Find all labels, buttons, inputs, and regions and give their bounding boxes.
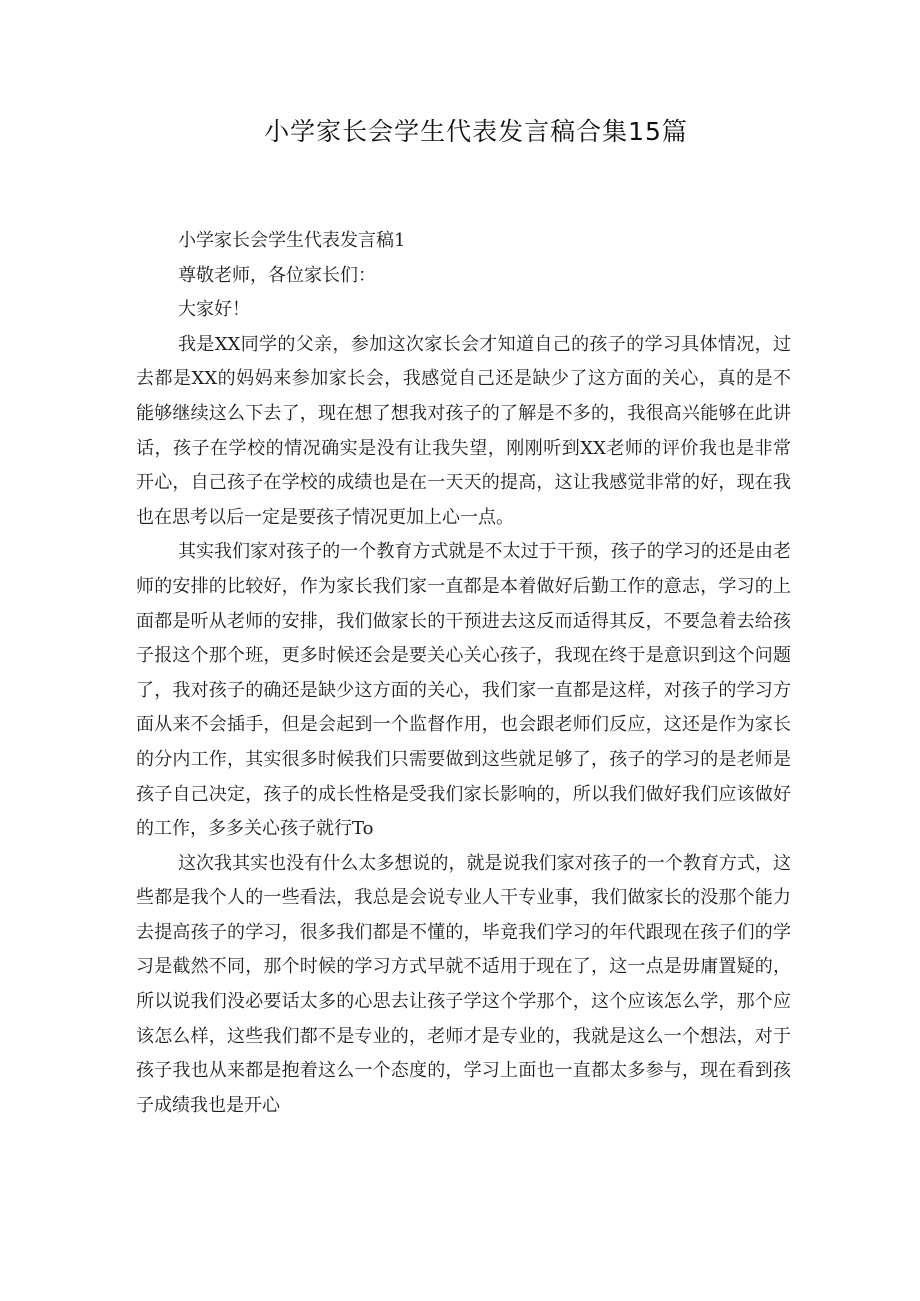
paragraph: 这次我其实也没有什么太多想说的，就是说我们家对孩子的一个教育方式，这些都是我个人的一些看法，我总是会说专业人干专业事，我们做家长的没那个能力去提高孩子的学习，很多我们都是不懂的，毕竟我们学习的年代跟现在孩子们的学习是截然不同，那个时候的学习方式早就不适用于现在了，这一点是毋庸置疑的，所以说我们没必要话太多的心思去让孩子学这个学那个，这个应该怎么学，那个应该怎么样，这些我们都不是专业的，老师才是专业的，我就是这么一个想法，对于孩子我也从来都是抱着这么一个态度的，学习上面也一直都太多参与，现在看到孩子成绩我也是开心: [136, 852, 791, 1116]
greeting: 大家好！: [178, 299, 250, 321]
section-heading: 小学家长会学生代表发言稿1: [178, 230, 406, 251]
document-title: 小学家长会学生代表发言稿合集15篇: [264, 117, 688, 146]
paragraph: 其实我们家对孩子的一个教育方式就是不太过于干预，孩子的学习的还是由老师的安排的比较好，作为家长我们家一直都是本着做好后勤工作的意志，学习的上面都是听从老师的安排，我们做家长的干预进去这反而适得其反，不要急着去给孩子报这个那个班，更多时候还会是要关心关心孩子，我现在终于是意识到这个问题了，我对孩子的确还是缺少这方面的关心，我们家一直都是这样，对孩子的学习方面从来不会插手，但是会起到一个监督作用，也会跟老师们反应，这还是作为家长的分内工作，其实很多时候我们只需要做到这些就足够了，孩子的学习的是老师是孩子自己决定，孩子的成长性格是受我们家长影响的，所以我们做好我们应该做好的工作，多多关心孩子就行To: [136, 541, 791, 840]
document-body: [136, 224, 791, 1123]
paragraph: 我是XX同学的父亲，参加这次家长会才知道自己的孩子的学习具体情况，过去都是XX的妈妈来参加家长会，我感觉自己还是缺少了这方面的关心，真的是不能够继续这么下去了，现在想了想我对孩子的了解是不多的，我很高兴能够在此讲话，孩子在学校的情况确实是没有让我失望，刚刚听到XX老师的评价我也是非常开心，自己孩子在学校的成绩也是在一天天的提高，这让我感觉非常的好，现在我也在思考以后一定是要孩子情况更加上心一点。: [136, 333, 791, 528]
salutation: 尊敬老师，各位家长们：: [178, 264, 376, 286]
